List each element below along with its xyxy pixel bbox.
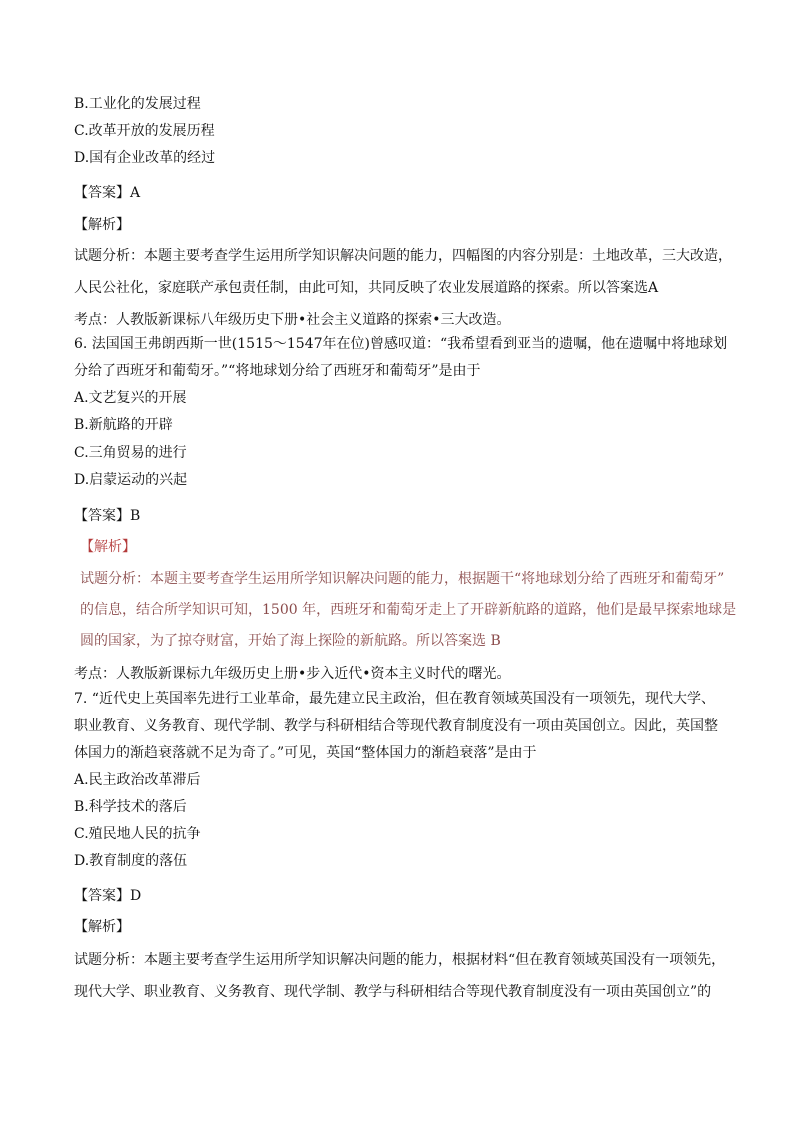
q7-option-a: A.民主政治改革滞后 xyxy=(74,772,201,788)
q6-stem-line-2: 分给了西班牙和葡萄牙。”“将地球划分给了西班牙和葡萄牙”是由于 xyxy=(74,363,481,379)
q6-analysis-line-3: 圆的国家，为了掠夺财富，开始了海上探险的新航路。所以答案选 B xyxy=(80,633,501,649)
q5-analysis-label: 【解析】 xyxy=(74,217,130,233)
q6-option-b: B.新航路的开辟 xyxy=(74,417,173,433)
q7-analysis-line-1: 试题分析：本题主要考查学生运用所学知识解决问题的能力，根据材料“但在教育领域英国没有一项领先， xyxy=(74,952,726,968)
q7-analysis-line-2: 现代大学、职业教育、义务教育、现代学制、教学与科研相结合等现代教育制度没有一项由英国创立”的 xyxy=(74,984,712,1000)
q5-option-c: C.改革开放的发展历程 xyxy=(74,123,215,139)
q7-option-d: D.教育制度的落伍 xyxy=(74,853,188,869)
q5-analysis-line-2: 人民公社化，家庭联产承包责任制，由此可知，共同反映了农业发展道路的探索。所以答案选A xyxy=(74,280,659,296)
q7-option-b: B.科学技术的落后 xyxy=(74,799,187,815)
q7-analysis-label: 【解析】 xyxy=(74,919,130,935)
q7-answer: 【答案】D xyxy=(74,888,142,904)
q6-analysis-label: 【解析】 xyxy=(80,539,136,555)
q6-option-c: C.三角贸易的进行 xyxy=(74,445,187,461)
q6-kaodian: 考点：人教版新课标九年级历史上册•步入近代•资本主义时代的曙光。 xyxy=(74,666,511,682)
q5-kaodian: 考点：人教版新课标八年级历史下册•社会主义道路的探索•三大改造。 xyxy=(74,312,511,328)
q5-analysis-line-1: 试题分析：本题主要考查学生运用所学知识解决问题的能力，四幅图的内容分别是：土地改革，三大改造， xyxy=(74,248,732,264)
q5-option-d: D.国有企业改革的经过 xyxy=(74,150,216,166)
q6-analysis-line-2: 的信息，结合所学知识可知，1500 年，西班牙和葡萄牙走上了开辟新航路的道路，他们是最早探索地球是 xyxy=(80,602,737,618)
q6-answer: 【答案】B xyxy=(74,508,141,524)
q6-stem-line-1: 6. 法国国王弗朗西斯一世(1515～1547年在位)曾感叹道：“我希望看到亚当的遗嘱，他在遗嘱中将地球划 xyxy=(74,336,728,352)
q6-option-a: A.文艺复兴的开展 xyxy=(74,390,187,406)
q7-option-c: C.殖民地人民的抗争 xyxy=(74,826,201,842)
q5-option-b: B.工业化的发展过程 xyxy=(74,96,201,112)
q6-analysis-line-1: 试题分析：本题主要考查学生运用所学知识解决问题的能力，根据题干“将地球划分给了西班牙和葡萄牙” xyxy=(80,571,725,587)
q7-stem-line-3: 体国力的渐趋衰落就不足为奇了。”可见，英国“整体国力的渐趋衰落”是由于 xyxy=(74,745,537,761)
q6-option-d: D.启蒙运动的兴起 xyxy=(74,472,188,488)
q7-stem-line-2: 职业教育、义务教育、现代学制、教学与科研相结合等现代教育制度没有一项由英国创立。因此，英国整 xyxy=(74,718,718,734)
q5-answer: 【答案】A xyxy=(74,185,141,201)
q7-stem-line-1: 7. “近代史上英国率先进行工业革命，最先建立民主政治，但在教育领域英国没有一项领先，现代大学、 xyxy=(74,691,715,707)
